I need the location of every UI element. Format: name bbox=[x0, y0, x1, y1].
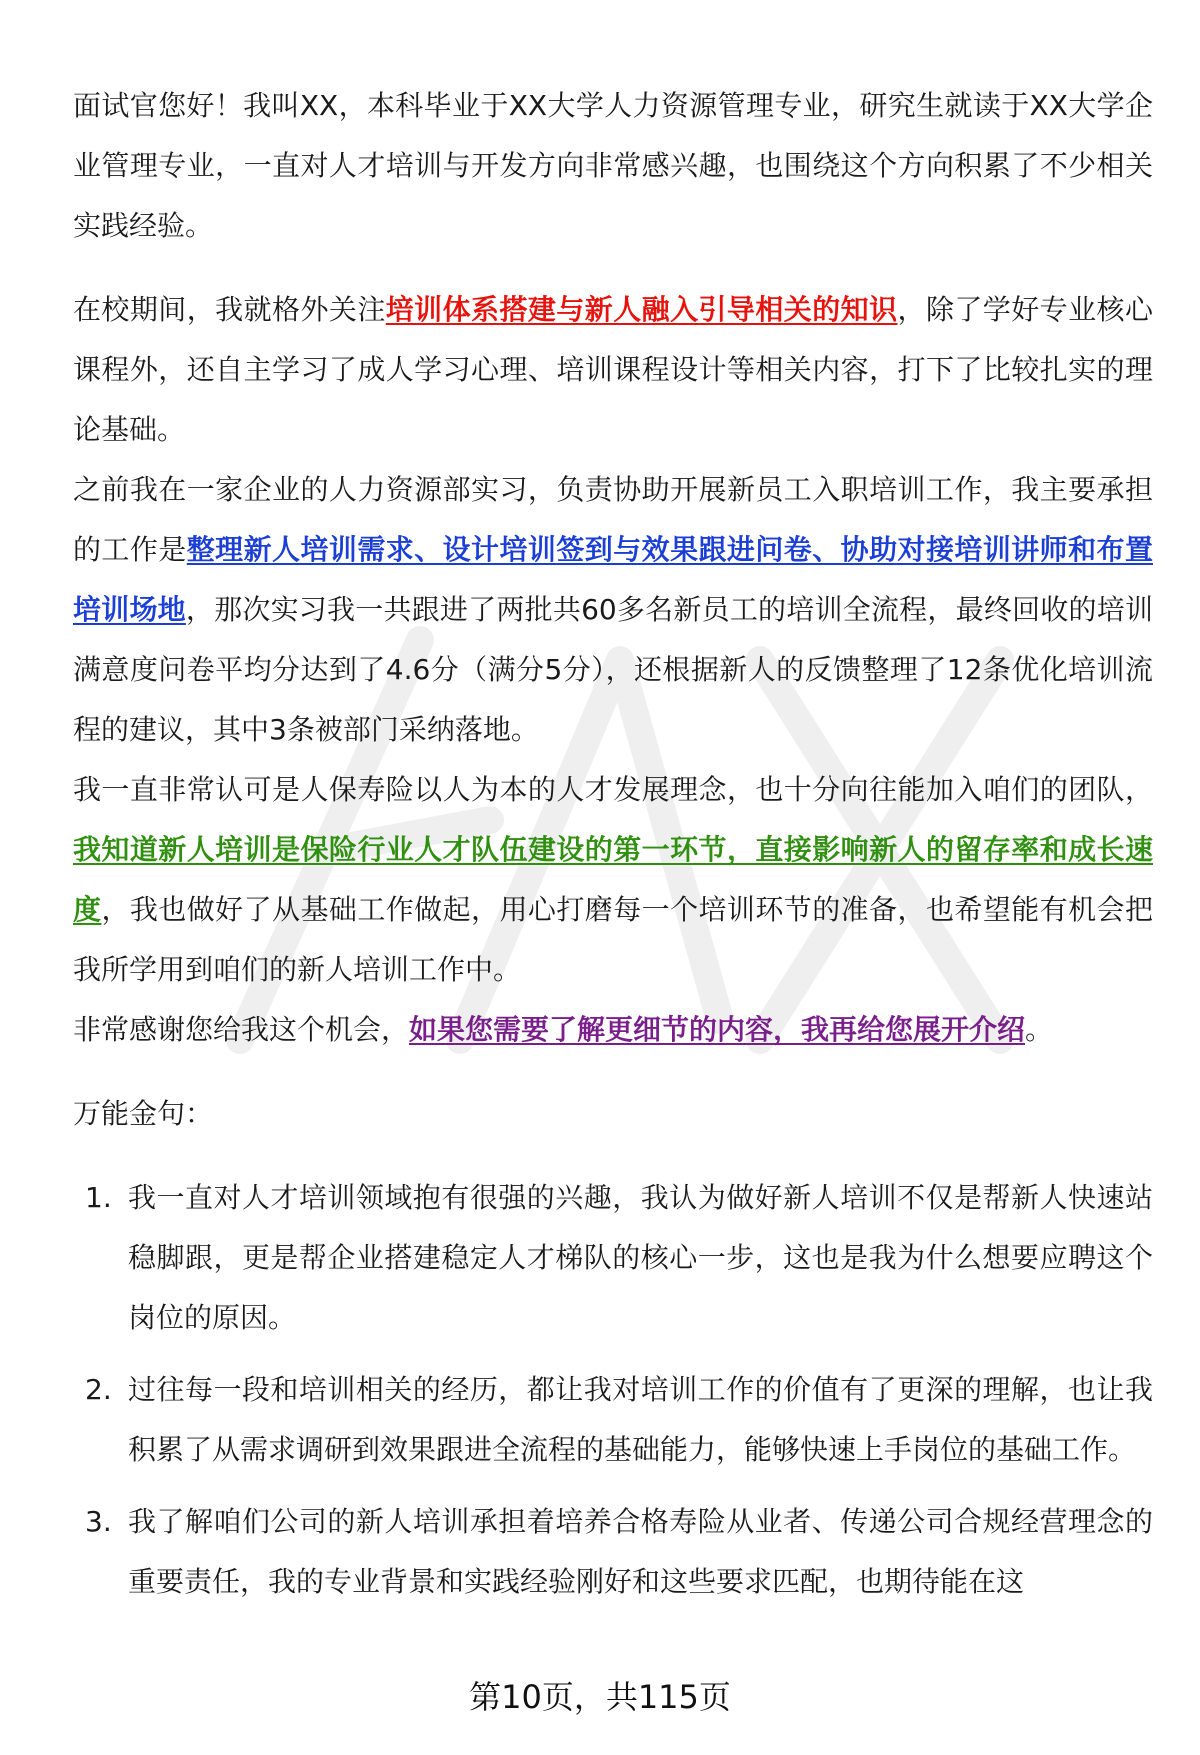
golden-sentences-list bbox=[73, 1168, 1153, 1612]
intro-text: 面试官您好！我叫XX，本科毕业于XX大学人力资源管理专业，研究生就读于XX大学企业管理专业，一直对人才培训与开发方向非常感兴趣，也围绕这个方向积累了不少相关实践经验。 bbox=[73, 89, 1153, 242]
page-footer bbox=[0, 1675, 1200, 1719]
golden-sentences-title: 万能金句： bbox=[73, 1097, 214, 1130]
main-content bbox=[73, 76, 1153, 1624]
closing-highlight: 如果您需要了解更细节的内容，我再给您展开介绍 bbox=[409, 1013, 1026, 1046]
list-item-text: 我了解咱们公司的新人培训承担着培养合格寿险从业者、传递公司合规经营理念的重要责任，我的专业背景和实践经验刚好和这些要求匹配，也期待能在这 bbox=[128, 1505, 1153, 1598]
list-item bbox=[73, 1360, 1153, 1480]
list-item-number: 2. bbox=[85, 1373, 112, 1406]
list-item-number: 1. bbox=[85, 1181, 112, 1214]
study-text-after: ，除了学好专业核心课程外，还自主学习了成人学习心理、培训课程设计等相关内容，打下了比较扎实的理论基础。 bbox=[73, 293, 1153, 446]
motivation-text-before: 我一直非常认可是人保寿险以人为本的人才发展理念，也十分向往能加入咱们的团队， bbox=[73, 773, 1153, 806]
paragraph-gap bbox=[73, 256, 1153, 280]
internship-paragraph bbox=[73, 460, 1153, 760]
list-item-text: 我一直对人才培训领域抱有很强的兴趣，我认为做好新人培训不仅是帮新人快速站稳脚跟，更是帮企业搭建稳定人才梯队的核心一步，这也是我为什么想要应聘这个岗位的原因。 bbox=[128, 1181, 1153, 1334]
closing-text-before: 非常感谢您给我这个机会， bbox=[73, 1013, 410, 1046]
list-item-number: 3. bbox=[85, 1505, 112, 1538]
study-text-before: 在校期间，我就格外关注 bbox=[73, 293, 386, 326]
internship-highlight: 整理新人培训需求、设计培训签到与效果跟进问卷、协助对接培训讲师和布置培训场地 bbox=[73, 533, 1153, 626]
motivation-paragraph bbox=[73, 760, 1153, 1000]
closing-paragraph bbox=[73, 1000, 1153, 1060]
study-paragraph bbox=[73, 280, 1153, 460]
list-item-text: 过往每一段和培训相关的经历，都让我对培训工作的价值有了更深的理解，也让我积累了从需求调研到效果跟进全流程的基础能力，能够快速上手岗位的基础工作。 bbox=[128, 1373, 1153, 1466]
list-item bbox=[73, 1168, 1153, 1348]
list-item bbox=[73, 1492, 1153, 1612]
internship-text-after: ，那次实习我一共跟进了两批共60多名新员工的培训全流程，最终回收的培训满意度问卷平均分达到了4.6分（满分5分），还根据新人的反馈整理了12条优化培训流程的建议，其中3条被部门采纳落地。 bbox=[73, 593, 1153, 746]
motivation-highlight: 我知道新人培训是保险行业人才队伍建设的第一环节，直接影响新人的留存率和成长速度 bbox=[73, 833, 1153, 926]
study-highlight: 培训体系搭建与新人融入引导相关的知识 bbox=[385, 293, 898, 326]
paragraph-gap bbox=[73, 1060, 1153, 1084]
intro-paragraph bbox=[73, 76, 1153, 256]
closing-text-after: 。 bbox=[1025, 1013, 1054, 1046]
motivation-text-after: ，我也做好了从基础工作做起，用心打磨每一个培训环节的准备，也希望能有机会把我所学用到咱们的新人培训工作中。 bbox=[73, 893, 1153, 986]
paragraph-gap bbox=[73, 1144, 1153, 1168]
page-number-label: 第10页，共115页 bbox=[469, 1678, 731, 1716]
internship-text-before: 之前我在一家企业的人力资源部实习，负责协助开展新员工入职培训工作，我主要承担的工作是 bbox=[73, 473, 1153, 566]
